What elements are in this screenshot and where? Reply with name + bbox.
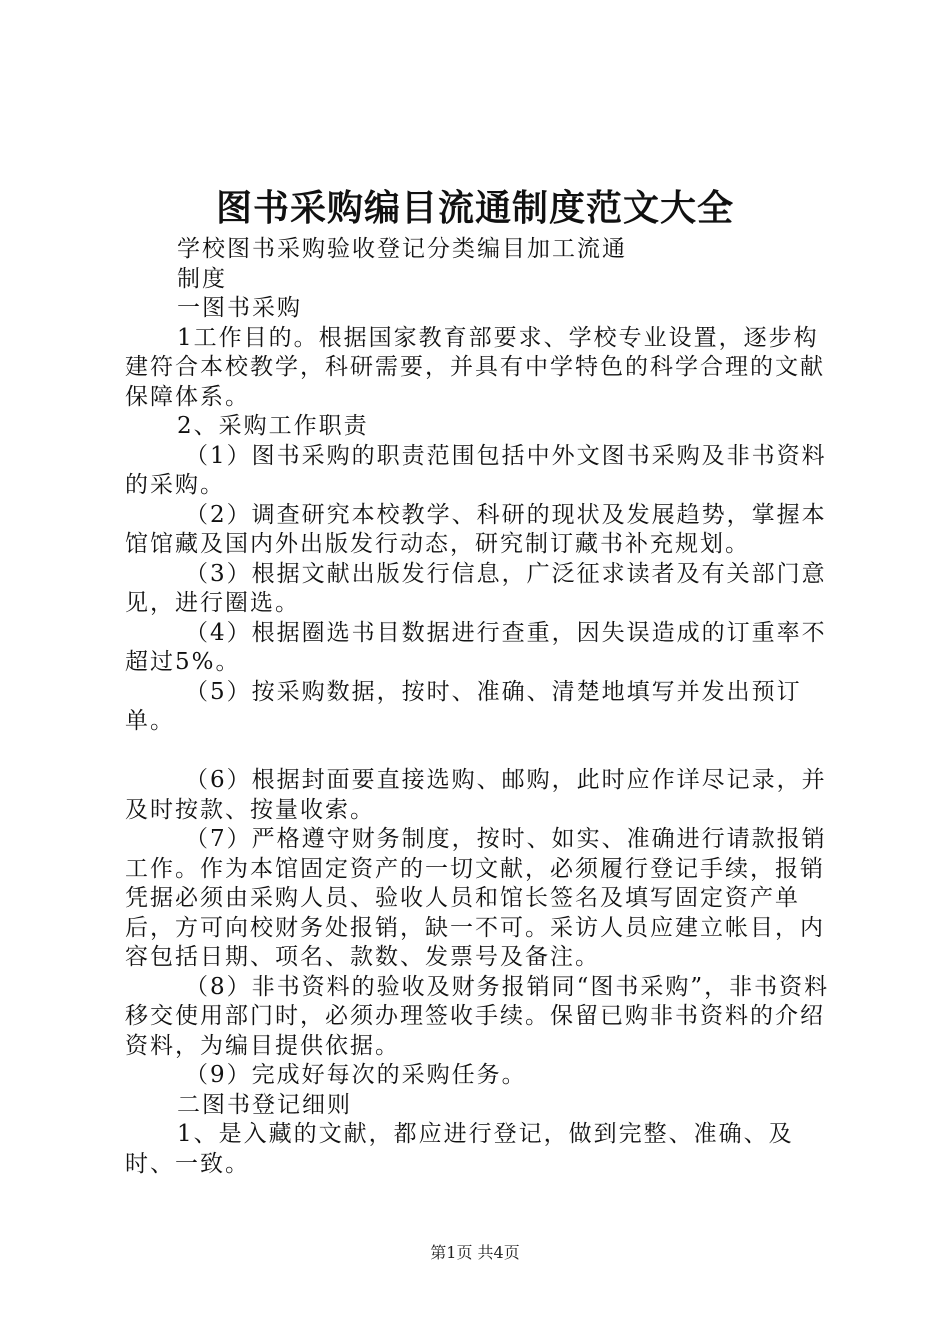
subtitle-line-2: 制度 <box>177 265 227 292</box>
section-1-heading: 一图书采购 <box>177 295 302 321</box>
page-footer: 第1页 共4页 <box>430 1243 520 1262</box>
duty-8: （8）非书资料的验收及财务报销同“图书采购”，非书资料移交使用部门时，必须办理签收手续。保留已购非书资料的介绍资料，为编目提供依据。 <box>125 973 830 1059</box>
duty-3: （3）根据文献出版发行信息，广泛征求读者及有关部门意见，进行圈选。 <box>125 560 827 616</box>
duty-1: （1）图书采购的职责范围包括中外文图书采购及非书资料的采购。 <box>125 442 827 498</box>
duty-7: （7）严格遵守财务制度，按时、如实、准确进行请款报销工作。作为本馆固定资产的一切文献，必须履行登记手续，报销凭据必须由采购人员、验收人员和馆长签名及填写固定资产单后，方可向校财务处报销，缺一不可。采访人员应建立帐目，内容包括日期、项名、款数、发票号及备注。 <box>125 826 827 970</box>
document-title: 图书采购编目流通制度范文大全 <box>215 187 734 229</box>
item-1-paragraph: 1工作目的。根据国家教育部要求、学校专业设置，逐步构建符合本校教学，科研需要，并具有中学特色的科学合理的文献保障体系。 <box>125 324 825 410</box>
duty-2: （2）调查研究本校教学、科研的现状及发展趋势，掌握本馆馆藏及国内外出版发行动态，研究制订藏书补充规划。 <box>125 501 827 557</box>
blank-line <box>125 737 837 767</box>
document-body <box>125 235 837 1179</box>
subtitle-line-1: 学校图书采购验收登记分类编目加工流通 <box>177 236 627 262</box>
duty-9: （9）完成好每次的采购任务。 <box>185 1062 527 1088</box>
section-2-item-1: 1、是入藏的文献，都应进行登记，做到完整、准确、及时、一致。 <box>125 1121 794 1177</box>
duty-4: （4）根据圈选书目数据进行查重，因失误造成的订重率不超过5%。 <box>125 619 827 675</box>
duty-5: （5）按采购数据，按时、准确、清楚地填写并发出预订单。 <box>125 678 802 734</box>
item-2-heading: 2、采购工作职责 <box>177 413 369 439</box>
section-2-heading: 二图书登记细则 <box>177 1091 352 1118</box>
duty-6: （6）根据封面要直接选购、邮购，此时应作详尽记录，并及时按款、按量收索。 <box>125 767 827 823</box>
